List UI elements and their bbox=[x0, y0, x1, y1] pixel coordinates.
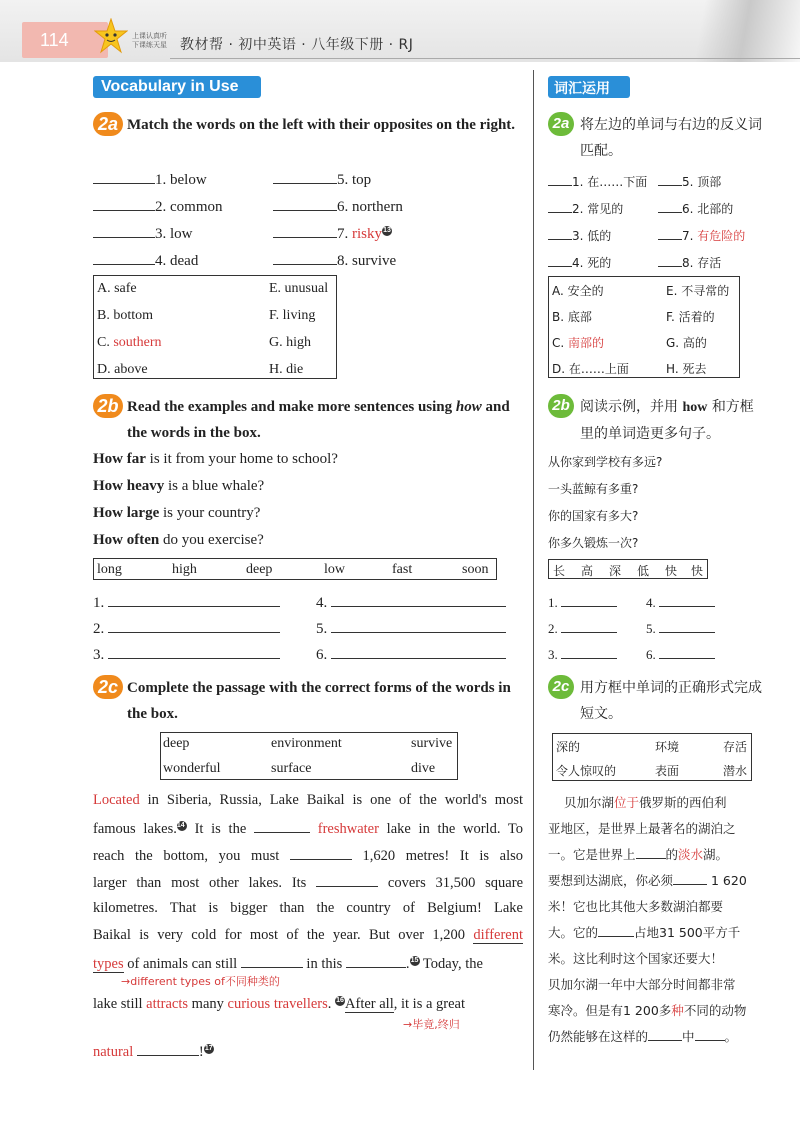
answer-line-cn-2[interactable]: 2. bbox=[548, 619, 617, 637]
passage-line: natural !17 bbox=[93, 1044, 213, 1060]
match-item-5: 5. top bbox=[273, 170, 371, 189]
answer-line-cn-1[interactable]: 1. bbox=[548, 593, 617, 611]
passage-line-cn: 米。这比利时这个国家还要大！ bbox=[548, 951, 724, 966]
match-item-cn-4: 4. 死的 bbox=[548, 253, 611, 271]
word-box-item: fast bbox=[392, 562, 413, 577]
option-c-cn: C. 南部的 bbox=[552, 336, 605, 350]
word-box-item: 长 bbox=[553, 564, 566, 578]
badge-2a: 2a bbox=[93, 112, 123, 136]
passage-line: lake still attracts many curious travellers. 16After all, it is a great bbox=[93, 996, 466, 1012]
answer-line-1[interactable]: 1. bbox=[93, 593, 280, 612]
answer-line-5[interactable]: 5. bbox=[316, 619, 506, 638]
match-item-cn-7: 7. 有危险的 bbox=[658, 226, 745, 244]
page-curl bbox=[660, 0, 800, 62]
answer-line-cn-4[interactable]: 4. bbox=[646, 593, 715, 611]
option-c: C. southern bbox=[97, 335, 162, 350]
word-box-item: 深的 bbox=[556, 740, 581, 754]
match-item-6: 6. northern bbox=[273, 197, 403, 216]
instruction-2b-cn: 阅读示例，并用 how 和方框里的单词造更多句子。 bbox=[580, 399, 754, 442]
word-box-item: 表面 bbox=[655, 764, 680, 778]
word-box-item: 存活 bbox=[723, 740, 748, 754]
answer-line-cn-5[interactable]: 5. bbox=[646, 619, 715, 637]
word-box-item: environment bbox=[271, 736, 342, 751]
header-rule bbox=[170, 58, 800, 59]
options-box-2a-cn bbox=[548, 276, 740, 378]
example-sentence-cn-2: 一头蓝鲸有多重? bbox=[548, 482, 639, 496]
instruction-2a: Match the words on the left with their opposites on the right. bbox=[127, 117, 516, 133]
match-item-cn-6: 6. 北部的 bbox=[658, 199, 733, 217]
note-marker: 14 bbox=[177, 821, 187, 831]
annotation-different-types: →different types of不同种类的 bbox=[121, 975, 280, 988]
word-box-item: deep bbox=[163, 736, 190, 751]
star-mascot-icon bbox=[94, 18, 128, 56]
option-d-cn: D. 在……上面 bbox=[552, 362, 629, 376]
badge-2c: 2c bbox=[93, 675, 123, 699]
passage-line: reach the bottom, you must 1,620 metres! It is also bbox=[93, 848, 523, 864]
word-box-2b-cn bbox=[548, 559, 708, 579]
passage-2c bbox=[93, 792, 523, 1062]
word-box-item: 潜水 bbox=[723, 764, 748, 778]
section-banner-vocabulary: Vocabulary in Use bbox=[93, 76, 261, 98]
annotation-after-all: →毕竟,终归 bbox=[403, 1018, 460, 1031]
option-g-cn: G. 高的 bbox=[666, 336, 707, 350]
option-d: D. above bbox=[97, 362, 148, 377]
instruction-2a-cn: 将左边的单词与右边的反义词匹配。 bbox=[580, 117, 762, 159]
passage-line-cn: 一。它是世界上 的淡水湖。 bbox=[548, 847, 729, 862]
word-box-item: dive bbox=[411, 761, 436, 776]
option-b-cn: B. 底部 bbox=[552, 310, 592, 324]
word-box-2c-cn bbox=[552, 733, 752, 781]
passage-line-cn: 米！它也比其他大多数湖泊都要 bbox=[548, 899, 724, 914]
word-box-item: wonderful bbox=[163, 761, 221, 776]
badge-2c-cn: 2c bbox=[548, 675, 574, 699]
note-marker: 13 bbox=[383, 227, 391, 234]
example-sentence-cn-4: 你多久锻炼一次? bbox=[548, 536, 639, 550]
match-item-3: 3. low bbox=[93, 224, 193, 243]
example-sentence-cn-1: 从你家到学校有多远? bbox=[548, 455, 663, 469]
match-item-8: 8. survive bbox=[273, 251, 396, 270]
match-item-4: 4. dead bbox=[93, 251, 198, 270]
option-a-cn: A. 安全的 bbox=[552, 284, 604, 298]
word-box-item: long bbox=[97, 562, 122, 577]
match-item-cn-2: 2. 常见的 bbox=[548, 199, 623, 217]
option-e: E. unusual bbox=[269, 281, 329, 296]
note-marker: 15 bbox=[410, 957, 419, 965]
word-box-item: low bbox=[324, 562, 345, 577]
match-item-cn-5: 5. 顶部 bbox=[658, 172, 721, 190]
option-g: G. high bbox=[269, 335, 311, 350]
match-item-cn-3: 3. 低的 bbox=[548, 226, 611, 244]
passage-line: Baikal is very cold for most of the year. But over 1,200 different bbox=[93, 927, 523, 943]
passage-line-cn: 贝加尔湖位于俄罗斯的西伯利 bbox=[564, 795, 727, 810]
example-sentence-4: How often do you exercise? bbox=[93, 532, 264, 548]
option-h: H. die bbox=[269, 362, 304, 377]
instruction-2b: Read the examples and make more sentences using how and the words in the box. bbox=[127, 399, 510, 441]
match-item-7: 7. risky13 bbox=[273, 224, 392, 243]
passage-line: Located in Siberia, Russia, Lake Baikal is one of the world's most bbox=[93, 792, 523, 808]
answer-line-4[interactable]: 4. bbox=[316, 593, 506, 612]
word-box-item: 环境 bbox=[655, 740, 680, 754]
passage-2c-cn bbox=[548, 793, 756, 1053]
example-sentence-cn-3: 你的国家有多大? bbox=[548, 509, 639, 523]
passage-line-cn: 贝加尔湖一年中大部分时间都非常 bbox=[548, 977, 736, 992]
note-marker: 16 bbox=[336, 997, 344, 1005]
word-box-item: 高 bbox=[581, 564, 594, 578]
passage-line-cn: 要想到达湖底，你必须 1 620 bbox=[548, 873, 747, 888]
answer-line-cn-3[interactable]: 3. bbox=[548, 645, 617, 663]
section-banner-cn: 词汇运用 bbox=[548, 76, 630, 98]
options-box-2a bbox=[93, 275, 337, 379]
word-box-2b bbox=[93, 558, 497, 580]
answer-line-3[interactable]: 3. bbox=[93, 645, 280, 664]
word-box-item: high bbox=[172, 562, 197, 577]
passage-line-cn: 亚地区，是世界上最著名的湖泊之 bbox=[548, 821, 736, 836]
passage-line-cn: 仍然能够在这样的 中 。 bbox=[548, 1029, 738, 1044]
badge-2b-cn: 2b bbox=[548, 394, 574, 418]
word-box-item: 快 bbox=[665, 564, 678, 578]
passage-line-cn: 大。它的 占地31 500平方千 bbox=[548, 925, 741, 940]
word-box-item: deep bbox=[246, 562, 273, 577]
page-header bbox=[0, 0, 800, 62]
example-sentence-1: How far is it from your home to school? bbox=[93, 451, 338, 467]
note-marker: 17 bbox=[204, 1045, 213, 1053]
word-box-item: 令人惊叹的 bbox=[556, 764, 617, 778]
book-title: 教材帮 · 初中英语 · 八年级下册 · RJ bbox=[180, 37, 414, 53]
word-box-2c bbox=[160, 732, 458, 780]
word-box-item: 快 bbox=[691, 564, 704, 578]
badge-2a-cn: 2a bbox=[548, 112, 574, 136]
slogan: 上课认真听 下课练天星 bbox=[132, 32, 167, 49]
answer-line-6[interactable]: 6. bbox=[316, 645, 506, 664]
answer-line-cn-6[interactable]: 6. bbox=[646, 645, 715, 663]
passage-line: kilometres. That is bigger than the country of Belgium! Lake bbox=[93, 900, 523, 916]
example-sentence-3: How large is your country? bbox=[93, 505, 261, 521]
match-item-cn-8: 8. 存活 bbox=[658, 253, 721, 271]
option-b: B. bottom bbox=[97, 308, 154, 323]
option-a: A. safe bbox=[97, 281, 137, 296]
passage-line: larger than most other lakes. Its covers 31,500 square bbox=[93, 875, 524, 891]
word-box-item: soon bbox=[462, 562, 489, 577]
option-f-cn: F. 活着的 bbox=[666, 310, 715, 324]
option-h-cn: H. 死去 bbox=[666, 362, 707, 376]
example-sentence-2: How heavy is a blue whale? bbox=[93, 478, 265, 494]
passage-line-cn: 寒冷。但是有1 200多种不同的动物 bbox=[548, 1003, 747, 1018]
column-divider bbox=[533, 70, 534, 1070]
word-box-item: 深 bbox=[609, 564, 622, 578]
badge-2b: 2b bbox=[93, 394, 123, 418]
instruction-2c: Complete the passage with the correct forms of the words in the box. bbox=[127, 680, 511, 722]
word-box-item: 低 bbox=[637, 564, 650, 578]
passage-line: famous lakes.14 It is the freshwater lake in the world. To bbox=[93, 821, 524, 837]
option-e-cn: E. 不寻常的 bbox=[666, 284, 730, 298]
answer-line-2[interactable]: 2. bbox=[93, 619, 280, 638]
match-item-cn-1: 1. 在……下面 bbox=[548, 172, 647, 190]
option-f: F. living bbox=[269, 308, 316, 323]
match-item-2: 2. common bbox=[93, 197, 223, 216]
match-item-1: 1. below bbox=[93, 170, 207, 189]
word-box-item: surface bbox=[271, 761, 312, 776]
page-number: 114 bbox=[40, 30, 69, 50]
instruction-2c-cn: 用方框中单词的正确形式完成短文。 bbox=[580, 680, 762, 722]
passage-line: types of animals can still in this .15 Today, the bbox=[93, 956, 483, 972]
word-box-item: survive bbox=[411, 736, 453, 751]
